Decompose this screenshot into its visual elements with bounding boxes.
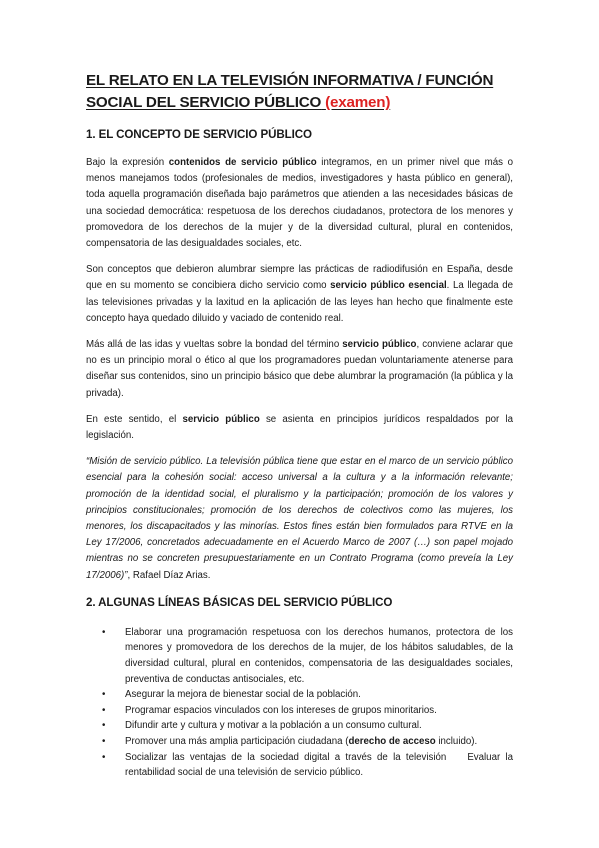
- paragraph-3: [86, 337, 513, 402]
- bullet-icon: •: [102, 736, 106, 748]
- list-item-text: Promover una más amplia participación ciudadana (: [125, 736, 349, 748]
- bullet-icon: •: [102, 720, 106, 732]
- bold-term: servicio público: [342, 339, 417, 351]
- quote-paragraph: [86, 454, 513, 584]
- bullet-icon: •: [102, 704, 106, 716]
- list-item: [102, 750, 516, 781]
- section-1-heading: 1. EL CONCEPTO DE SERVICIO PÚBLICO: [86, 128, 312, 141]
- bold-term: contenidos de servicio público: [168, 157, 317, 168]
- text-run: Son conceptos que debieron alumbrar siempre las prácticas de radiodifusión en España, desde que en su momento se concibiera dicho servicio como: [86, 264, 513, 292]
- title-exam-tag: (examen): [325, 94, 391, 111]
- bold-term: derecho de acceso: [348, 736, 436, 748]
- bullet-icon: •: [102, 626, 106, 638]
- bullet-icon: •: [102, 689, 106, 701]
- list-item-text: Programar espacios vinculados con los intereses de grupos minoritarios.: [125, 704, 437, 716]
- quote-author: , Rafael Díaz Arias.: [127, 569, 211, 581]
- paragraph-4: [86, 412, 513, 444]
- list-item-text: incluido).: [435, 736, 478, 748]
- bold-term: servicio público: [182, 413, 260, 425]
- list-item-text: Difundir arte y cultura y motivar a la población a un consumo cultural.: [125, 720, 422, 732]
- bullet-list: [102, 625, 516, 781]
- bullet-icon: •: [102, 751, 106, 763]
- list-item: [102, 703, 513, 719]
- text-run: , conviene aclarar que no es un principio moral o ético al que los programadores puedan voluntariamente atenerse para diseñar sus contenidos, sino un principio básico que debe alumbrar la programación (la pública y la privada).: [86, 339, 513, 399]
- text-run: Más allá de las idas y vueltas sobre la bondad del término: [86, 339, 343, 351]
- list-item-text: Asegurar la mejora de bienestar social de la población.: [125, 689, 361, 701]
- paragraph-1: [86, 155, 513, 252]
- list-item: [102, 687, 513, 703]
- title-main: EL RELATO EN LA TELEVISIÓN INFORMATIVA / FUNCIÓN SOCIAL DEL SERVICIO PÚBLICO: [86, 72, 494, 111]
- section-2-heading: 2. ALGUNAS LÍNEAS BÁSICAS DEL SERVICIO PÚBLICO: [86, 595, 393, 609]
- list-item: [102, 625, 513, 687]
- text-run: Bajo la expresión: [86, 157, 169, 168]
- list-item: [102, 718, 513, 734]
- list-item-text: Elaborar una programación respetuosa con los derechos humanos, protectora de los menores y promovedora de los derechos de la mujer, de los hábitos saludables, de la diversidad cultural, plural en contenidos, compensatoria de las desigualdades sociales, preventiva de conductas antisociales, etc.: [125, 626, 513, 685]
- list-item-text: Socializar las ventajas de la sociedad digital a través de la televisión Evaluar la rentabilidad social de una televisión de servicio público.: [125, 751, 516, 779]
- paragraph-2: [86, 262, 513, 327]
- quote-text: “Misión de servicio público. La televisión pública tiene que estar en el marco de un servicio público esencial para la cohesión social: acceso universal a la cultura y a la información relevante; promoción de la identidad social, el pluralismo y la participación; promoción de los valores y principios constitucionales; promoción de los derechos de colectivos como las mujeres, los menores, los discapacitados y las minorías. Estos fines están bien formulados para RTVE en la Ley 17/2006, concretados adecuadamente en el Acuerdo Marco de 2007 (…) son papel mojado mientras no se concreten presupuestariamente en un Contrato Programa (como preveía la Ley 17/2006)”: [86, 456, 513, 581]
- text-run: integramos, en un primer nivel que más o menos manejamos todos (profesionales de medios, investigadores y hasta público en general), toda aquella programación diseñada bajo parámetros que atienden a las necesidades básicas de una sociedad democrática: respetuosa de los derechos ciudadanos, protectora de los menores y promovedora de los derechos de la mujer y de la diversidad cultural, plural en contenidos, compensatoria de las desigualdades sociales, etc.: [86, 157, 513, 250]
- text-run: En este sentido, el: [86, 413, 183, 425]
- document-title: [86, 70, 513, 114]
- list-item: [102, 734, 513, 750]
- bold-term: servicio público esencial: [330, 280, 447, 292]
- text-run: . La llegada de las televisiones privadas y la laxitud en la aplicación de las leyes han hecho que finalmente este concepto haya quedado diluido y vaciado de contenido real.: [86, 280, 513, 324]
- text-run: se asienta en principios jurídicos respaldados por la legislación.: [86, 413, 513, 442]
